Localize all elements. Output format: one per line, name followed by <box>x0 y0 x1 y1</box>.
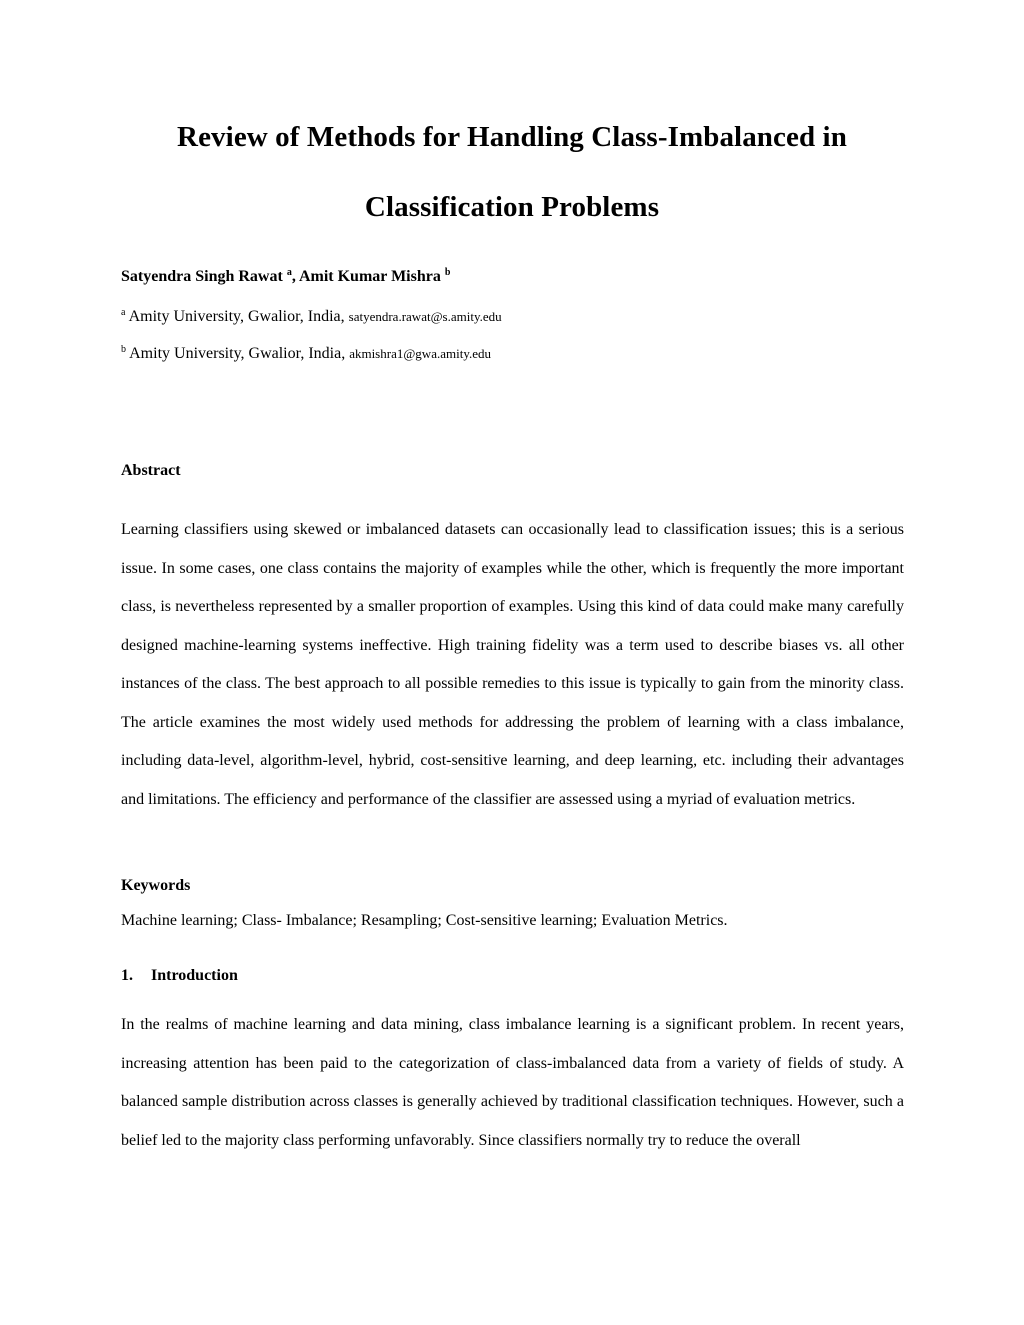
affiliation-text: Amity University, Gwalior, India, <box>129 345 350 362</box>
keywords-heading: Keywords <box>121 877 191 894</box>
author-name: Amit Kumar Mishra <box>298 268 441 285</box>
affiliation-mark: b <box>444 267 451 278</box>
paper-title-line-2: Classification Problems <box>364 191 660 223</box>
keywords-text: Machine learning; Class- Imbalance; Resampling; Cost-sensitive learning; Evaluation Metrics. <box>121 912 728 929</box>
affiliation-mark: a <box>121 307 126 318</box>
affiliation-a <box>121 308 502 326</box>
author-email: satyendra.rawat@s.amity.edu <box>348 309 502 324</box>
affiliation-mark: a <box>286 267 292 278</box>
affiliation-b <box>121 345 491 363</box>
introduction-heading <box>121 967 238 985</box>
author-list <box>121 268 450 286</box>
author-separator: , <box>291 268 299 285</box>
author-name: Satyendra Singh Rawat <box>121 268 283 285</box>
section-title: Introduction <box>151 967 238 984</box>
affiliation-mark: b <box>121 344 126 355</box>
paper-title-line-1: Review of Methods for Handling Class-Imbalanced in <box>177 121 847 153</box>
affiliation-text: Amity University, Gwalior, India, <box>128 308 349 325</box>
introduction-text: In the realms of machine learning and data mining, class imbalance learning is a significant problem. In recent years, increasing attention has been paid to the categorization of class-imbalanced data from a variety of fields of study. A balanced sample distribution across classes is generally achieved by traditional classification techniques. However, such a belief led to the majority class performing unfavorably. Since classifiers normally try to reduce the overall <box>121 1016 904 1149</box>
abstract-heading: Abstract <box>121 462 181 479</box>
section-number: 1. <box>121 967 133 984</box>
author-email: akmishra1@gwa.amity.edu <box>349 346 492 361</box>
abstract-text: Learning classifiers using skewed or imbalanced datasets can occasionally lead to classification issues; this is a serious issue. In some cases, one class contains the majority of examples while the other, which is frequently the more important class, is nevertheless represented by a smaller proportion of examples. Using this kind of data could make many carefully designed machine-learning systems ineffective. High training fidelity was a term used to describe biases vs. all other instances of the class. The best approach to all possible remedies to this issue is typically to gain from the minority class. The article examines the most widely used methods for addressing the problem of learning with a class imbalance, including data-level, algorithm-level, hybrid, cost-sensitive learning, and deep learning, etc. including their advantages and limitations. The efficiency and performance of the classifier are assessed using a myriad of evaluation metrics. <box>121 521 904 808</box>
